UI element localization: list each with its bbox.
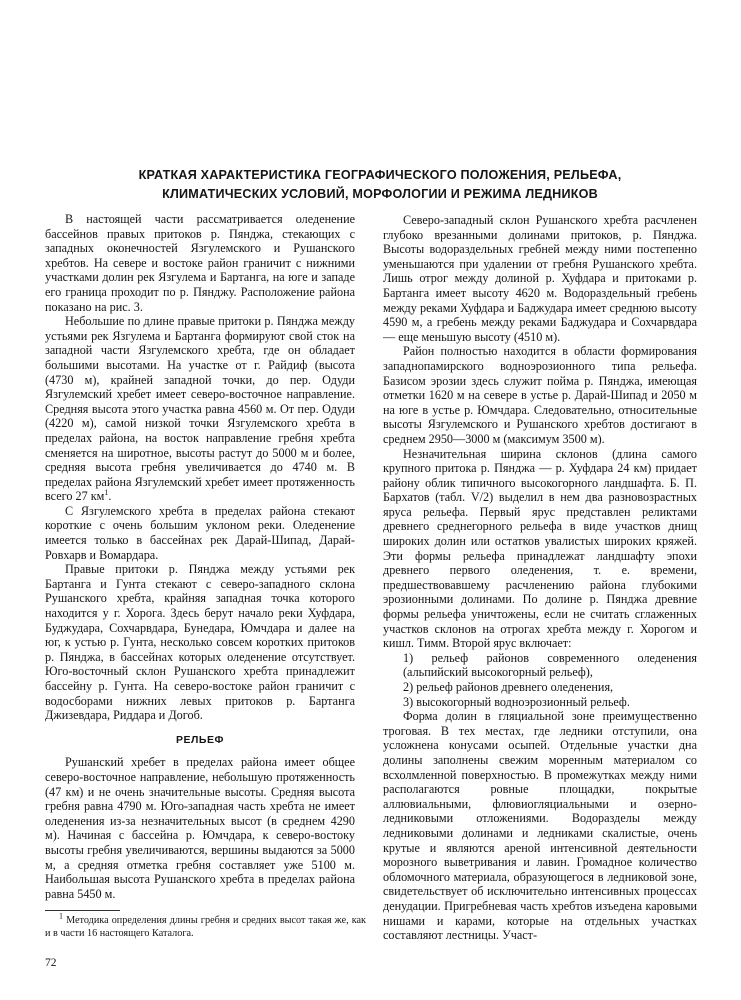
footnote-ref-1: 1 — [104, 488, 109, 498]
footnote — [45, 911, 367, 940]
title-line-2: КЛИМАТИЧЕСКИХ УСЛОВИЙ, МОРФОЛОГИИ И РЕЖИМА ЛЕДНИКОВ — [162, 187, 598, 201]
left-paragraph-5: Рушанский хребет в пределах района имеет общее северо-восточное направление, небольшую протяженность (47 км) и не очень значительные высоты. Средняя высота гребня равна 4790 м. Юго-западная часть хребта не имеет оледенения из-за незначительных высот (в среднем 4290 м). Начиная с бассейна р. Юмчдара, к северо-востоку высоты гребня увеличиваются, вершины выдаются за 5000 м, а средняя отметка гребня составляет уже 5100 м. Наибольшая высота Рушанского хребта в пределах района равна 5450 м. — [45, 755, 355, 901]
right-paragraph-1: Северо-западный склон Рушанского хребта расчленен глубоко врезанными долинами притоков, р. Пянджа. Высоты водораздельных гребней между ними постепенно уменьшаются при удалении от гребня Рушанского хребта. Лишь отрог между долиной р. Хуфдара и притоками р. Бартанга имеет высоту 4620 м. Водораздельный гребень между реками Хуфдара и Баджудара имеет среднюю высоту 4590 м, а гребень между реками Баджудара и Сохчарвдара — еще меньшую высоту (4510 м). — [383, 213, 697, 344]
page-number: 72 — [45, 957, 57, 969]
left-paragraph-2-text: Небольшие по длине правые притоки р. Пянджа между устьями рек Язгулема и Бартанга формируют свой сток на западной части Язгулемского хребта, где он обладает большими высотами. На участке от г. Райдиф (высота (4730 м), крайней западной точки, до пер. Одуди Язгулемский хребет имеет северо-восточное направление. Средняя высота этого участка равна 4560 м. От пер. Одуди (4220 м), самой низкой точки Язгулемского хребта в пределах района, на восток направление гребня хребта сменяется на широтное, высоты растут до 5000 м и более, средняя высота гребня увеличивается до 4740 м. В пределах района Язгулемский хребет имеет протяженность всего 27 км — [45, 314, 355, 504]
list-item-1: 1) рельеф районов современного оледенения (альпийский высокогорный рельеф), — [403, 650, 697, 680]
left-paragraph-3: С Язгулемского хребта в пределах района стекают короткие с очень большим уклоном реки. Оледенение имеется только в бассейнах рек Дарай-Шипад, Дарай-Ровхарв и Вомардара. — [45, 503, 355, 562]
left-paragraph-1: В настоящей части рассматривается оледенение бассейнов правых притоков р. Пянджа, стекающих с западных оконечностей Язгулемского и Рушанского хребтов. На севере и востоке район граничит с нижними участками долин рек Язгулема и Бартанга, на юге и западе его граница проходит по р. Пянджу. Расположение района показано на рис. 3. — [45, 212, 355, 314]
left-paragraph-4: Правые притоки р. Пянджа между устьями рек Бартанга и Гунта стекают с северо-западного склона Рушанского хребта, крайняя западная точка которого находится у г. Хорога. Здесь берут начало реки Хуфдара, Буджудара, Сохчарвдара, Бунедара, Юмчдара и далее на юг, к устью р. Гунта, несколько совсем коротких притоков р. Пянджа, в бассейнах которых оледенение отсутствует. Юго-восточный склон Рушанского хребта принадлежит бассейну р. Гунта. На северо-востоке район граничит с водосборами нижних левых притоков р. Бартанга Джизевдара, Риддара и Догоб. — [45, 562, 355, 723]
right-paragraph-2: Район полностью находится в области формирования западнопамирского водноэрозионного типа рельефа. Базисом эрозии здесь служит пойма р. Пянджа, имеющая отметки 1620 м на севере в устье р. Дарай-Шипад и 2050 м на юге в устье р. Юмчдара. Следовательно, относительные высоты Язгулемского и Рушанского хребтов достигают в среднем 2950—3000 м (максимум 3500 м). — [383, 344, 697, 446]
list-item-3: 3) высокогорный водноэрозионный рельеф. — [403, 694, 630, 709]
right-paragraph-4: Форма долин в гляциальной зоне преимущественно троговая. В тех местах, где ледники отступили, она усложнена конусами осыпей. Отдельные участки дна долины заполнены свежим моренным материалом со всхолмленной поверхностью. В промежутках между ними располагаются ровные площадки, покрытые аллювиальными, флювиогляциальными и озерно-ледниковыми отложениями. Водоразделы между ледниковыми долинами и ледниками скалистые, очень крутые и являются ареной интенсивной деятельности морозного выветривания и лавин. Громадное количество обломочного материала, образующегося в ледниковой зоне, свидетельствует об исключительно интенсивных процессах денудации. Пригребневая часть хребтов изъедена каровыми нишами и карами, которые на отдельных участках составляют лестницы. Участ- — [383, 709, 697, 943]
title-line-1: КРАТКАЯ ХАРАКТЕРИСТИКА ГЕОГРАФИЧЕСКОГО ПОЛОЖЕНИЯ, РЕЛЬЕФА, — [138, 168, 622, 182]
right-column — [383, 213, 697, 943]
list-item-2: 2) рельеф районов древнего оледенения, — [403, 680, 614, 694]
footnote-divider — [45, 910, 120, 911]
footnote-body — [45, 911, 367, 940]
left-column — [45, 212, 355, 901]
right-paragraph-3: Незначительная ширина склонов (длина самого крупного притока р. Пянджа — р. Хуфдара 24 км) придает району облик типичного высокогорного ландшафта. Б. П. Бархатов (табл. V/2) выделил в нем два разновозрастных яруса рельефа. Первый ярус представлен реликтами древнего среднегорного рельефа в виде участков днищ широких долин или остатков увалистых широких кряжей. Эти формы рельефа принадлежат ландшафту эпохи древнего первого оледенения, т. е. времени, предшествовавшему расчленению района глубокими эрозионными долинами. По долине р. Пянджа древние формы рельефа уничтожены, если не считать сглаженных участков склонов на отрогах хребта между г. Хорогом и кишл. Тимм. Второй ярус включает: — [383, 446, 697, 651]
footnote-text: Методика определения длины гребня и средних высот такая же, как и в части 16 настоящего Каталога. — [45, 915, 367, 939]
page-title — [60, 166, 700, 204]
left-paragraph-2 — [45, 314, 355, 504]
section-heading-relief: РЕЛЬЕФ — [176, 733, 224, 746]
footnote-mark: 1 — [59, 911, 63, 921]
left-paragraph-2-end: . — [108, 489, 112, 504]
